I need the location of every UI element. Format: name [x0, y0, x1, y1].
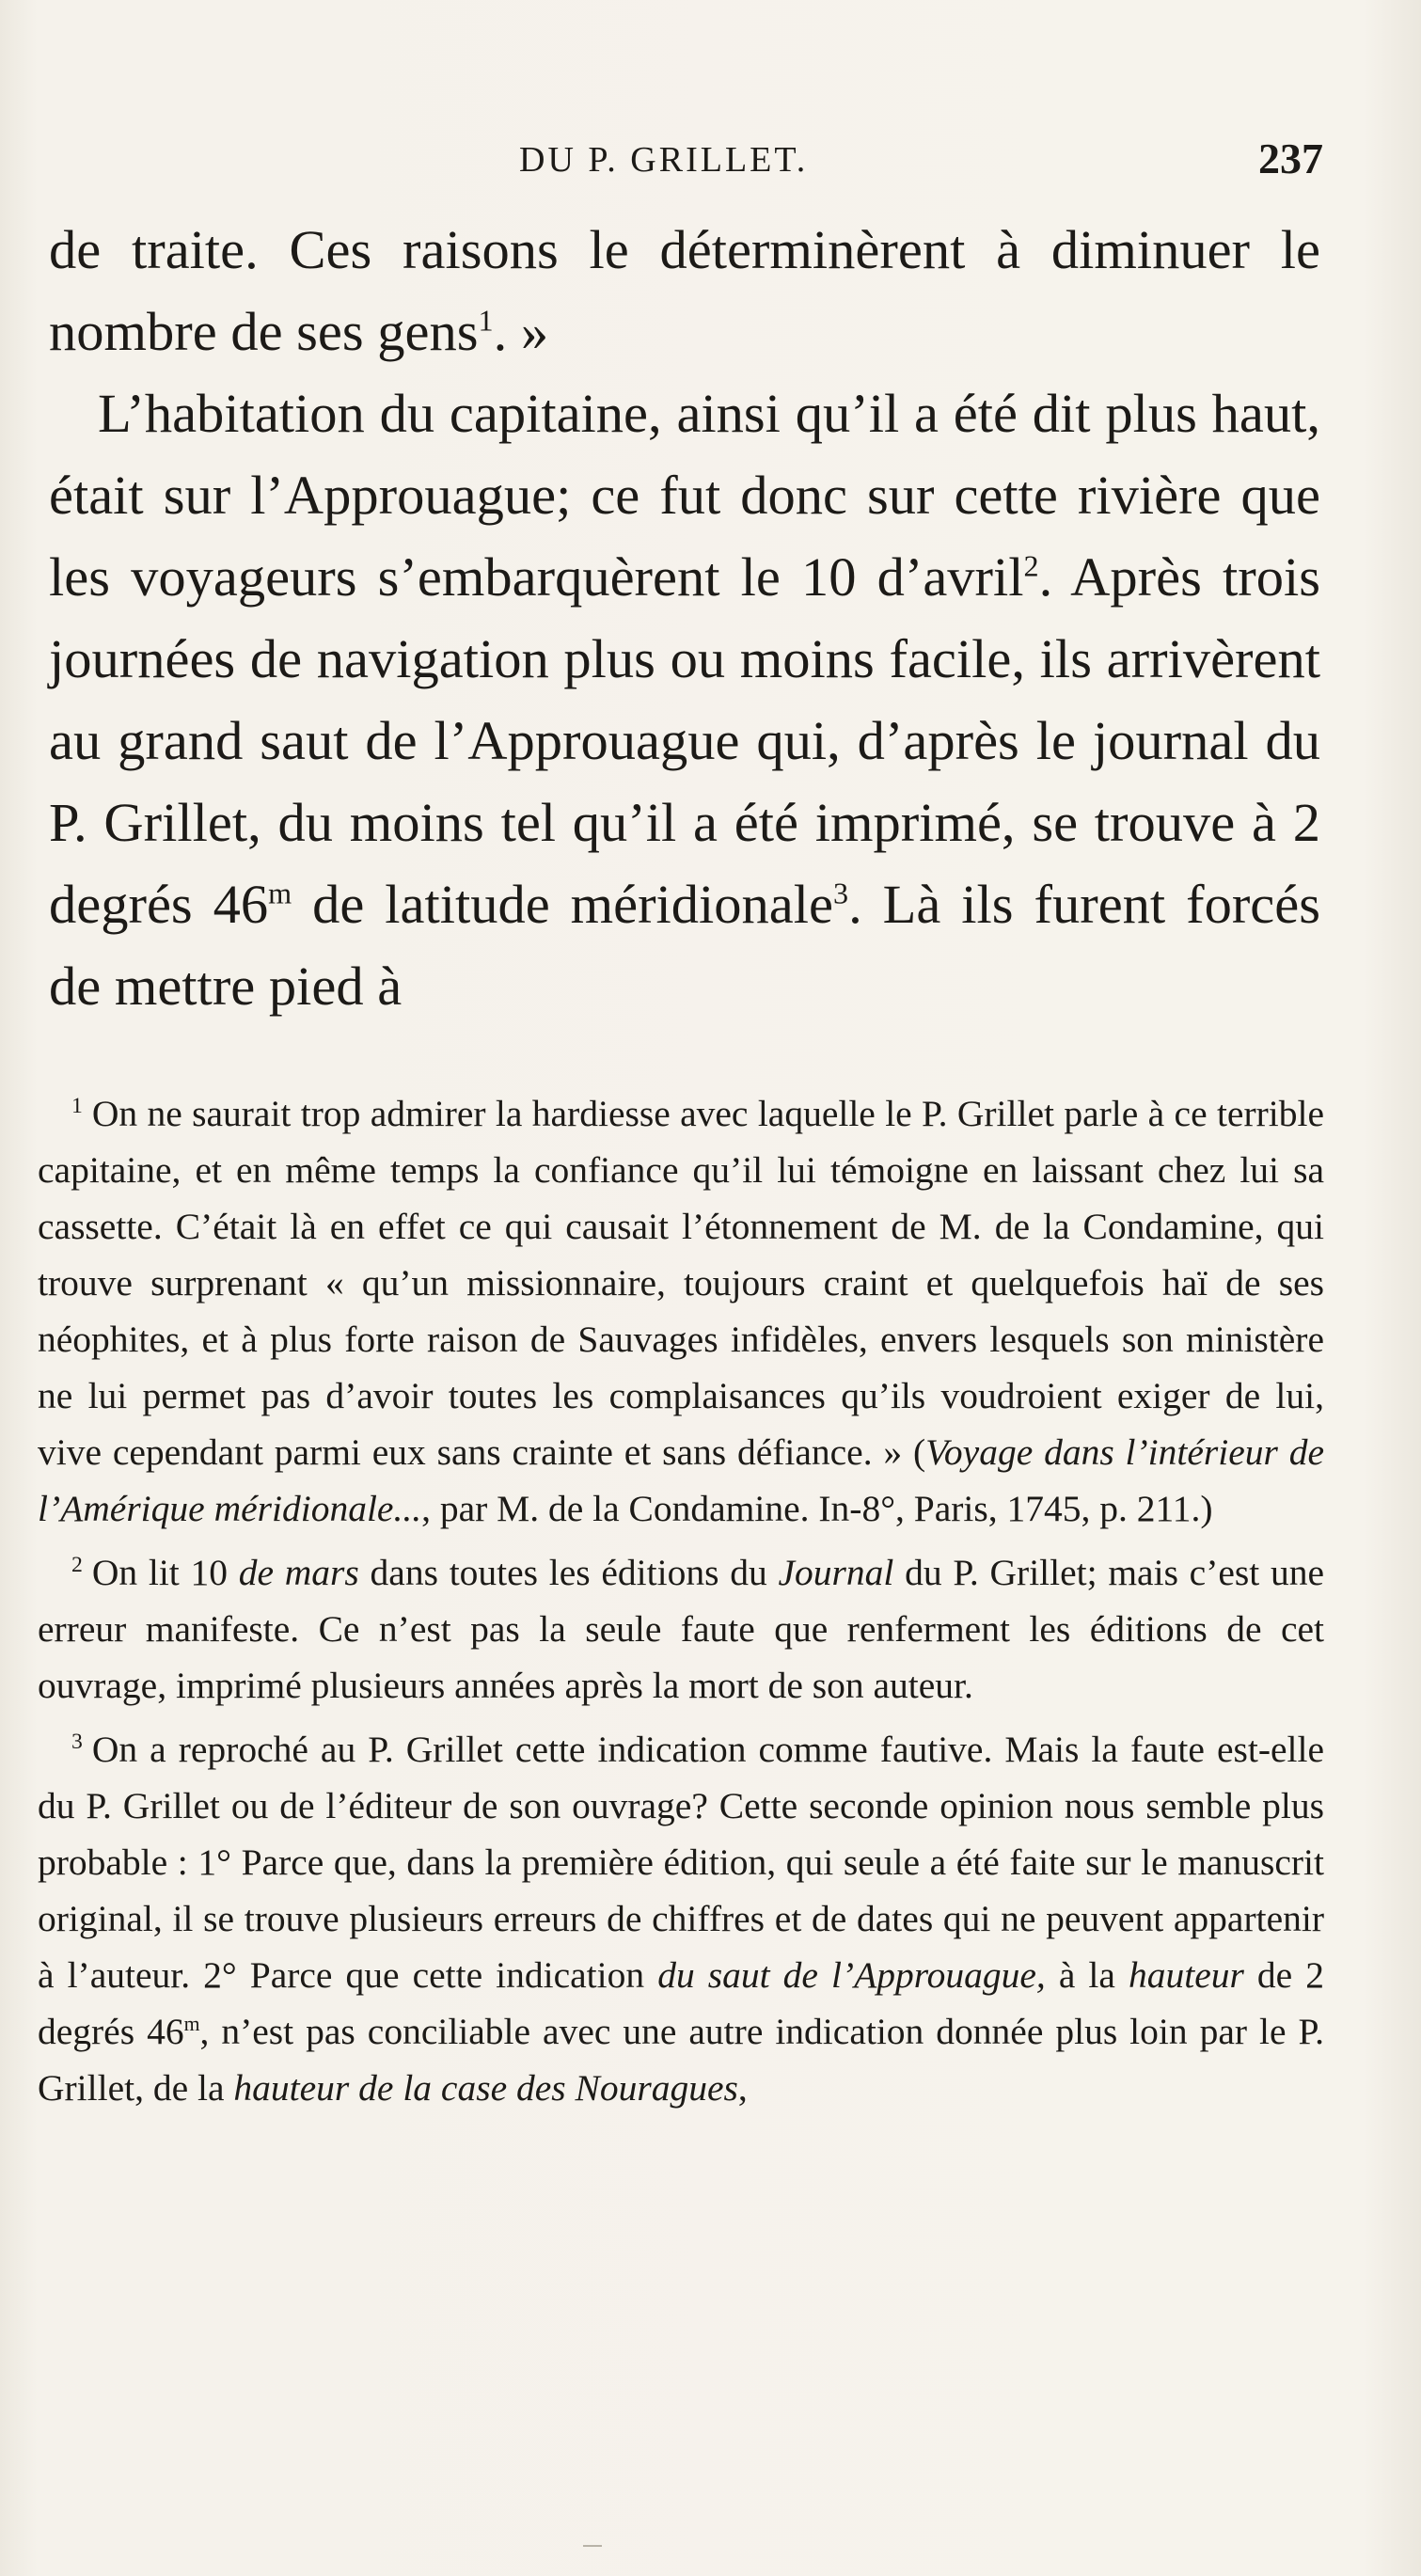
- footnote-3-em-c: hauteur de la case des Nouragues: [233, 2067, 738, 2109]
- footnote-3-text-a: On a reproché au P. Grillet cette indication comme fautive. Mais la faute est-elle du P. Grillet ou de l’éditeur de son ouvrage? Cette seconde opinion nous semble plus probable : 1° Parce que, dans la première édition, qui seule a été faite sur le manuscrit original, il se trouve plusieurs erreurs de chiffres et de dates qui ne peuvent appartenir à l’auteur. 2° Parce que cette indication: [38, 1729, 1324, 1996]
- footnote-3-text-e: ,: [737, 2067, 748, 2109]
- page-header: [519, 134, 1323, 190]
- footnote-ref-3: 3: [833, 876, 849, 910]
- footnote-3-text-b: à la: [1045, 1954, 1129, 1996]
- footnote-1-text-b: , par M. de la Condamine. In-8°, Paris, 1745, p. 211.): [421, 1488, 1213, 1529]
- footnote-3-em-b: hauteur: [1128, 1954, 1244, 1996]
- footnote-2-em-b: Journal: [778, 1552, 894, 1593]
- footnote-2-text-c: du P. Grillet; mais c’est une erreur manifeste. Ce n’est pas la seule faute que renferment les éditions de cet ouvrage, imprimé plusieurs années après la mort de son auteur.: [38, 1552, 1325, 1706]
- footnote-1-marker: 1: [71, 1093, 83, 1118]
- footnote-2-text-a: On lit 10: [91, 1552, 239, 1593]
- footnote-1-title: Voyage dans l’intérieur de l’Amérique méridionale...: [38, 1431, 1325, 1529]
- footnote-2: [38, 1544, 1324, 1714]
- paragraph-1-end: . »: [493, 301, 549, 362]
- footnote-1: [38, 1085, 1324, 1537]
- paragraph-2: [49, 372, 1320, 1027]
- footnote-ref-1: 1: [478, 303, 494, 338]
- main-text: [49, 209, 1320, 1027]
- page-number: 237: [1258, 134, 1323, 182]
- minutes-unit: m: [268, 876, 292, 910]
- footnote-3: [38, 1721, 1324, 2116]
- paragraph-2-text-a: L’habitation du capitaine, ainsi qu’il a été dit plus haut, était sur l’Approuague; ce fut donc sur cette rivière que les voyageurs s’embarquèrent le 10 d’avril: [49, 383, 1320, 608]
- footnote-2-text-b: dans toutes les éditions du: [358, 1552, 779, 1593]
- footnote-3-em-a: du saut de l’Approuague,: [657, 1954, 1046, 1996]
- footnote-ref-2: 2: [1023, 548, 1039, 583]
- footnotes: [38, 1085, 1324, 2124]
- footnote-3-text-d: , n’est pas conciliable avec une autre indication donnée plus loin par le P. Grillet, de la: [38, 2011, 1325, 2109]
- footnote-3-marker: 3: [71, 1729, 83, 1754]
- running-head: DU P. GRILLET.: [519, 140, 809, 180]
- paragraph-1-text: de traite. Ces raisons le déterminèrent à diminuer le nombre de ses gens: [49, 219, 1320, 362]
- footnote-3-unit: m: [183, 2012, 200, 2035]
- bottom-rule: [583, 2545, 602, 2547]
- paragraph-2-text-b: . Après trois journées de navigation plus ou moins facile, ils arrivèrent au grand saut de l’Approuague qui, d’après le journal du P. Grillet, du moins tel qu’il a été imprimé, se trouve à 2 degrés 46: [49, 546, 1320, 935]
- footnote-2-marker: 2: [71, 1552, 83, 1577]
- paragraph-2-text-d: . Là ils furent forcés de mettre pied à: [49, 874, 1321, 1017]
- paragraph-2-text-c: de latitude méridionale: [292, 874, 833, 935]
- footnote-1-text-a: On ne saurait trop admirer la hardiesse avec laquelle le P. Grillet parle à ce terrible capitaine, et en même temps la confiance qu’il lui témoigne en laissant chez lui sa cassette. C’était là en effet ce qui causait l’étonnement de M. de la Condamine, qui trouve surprenant « qu’un missionnaire, toujours craint et quelquefois haï de ses néophites, et à plus forte raison de Sauvages infidèles, envers lesquels son ministère ne lui permet pas d’avoir toutes les complaisances qu’ils voudroient exiger de lui, vive cependant parmi eux sans crainte et sans défiance. » (: [38, 1093, 1324, 1473]
- footnote-3-text-c: de 2 degrés 46: [38, 1954, 1324, 2052]
- footnote-2-em-a: de mars: [238, 1552, 359, 1593]
- paragraph-1: [49, 209, 1320, 372]
